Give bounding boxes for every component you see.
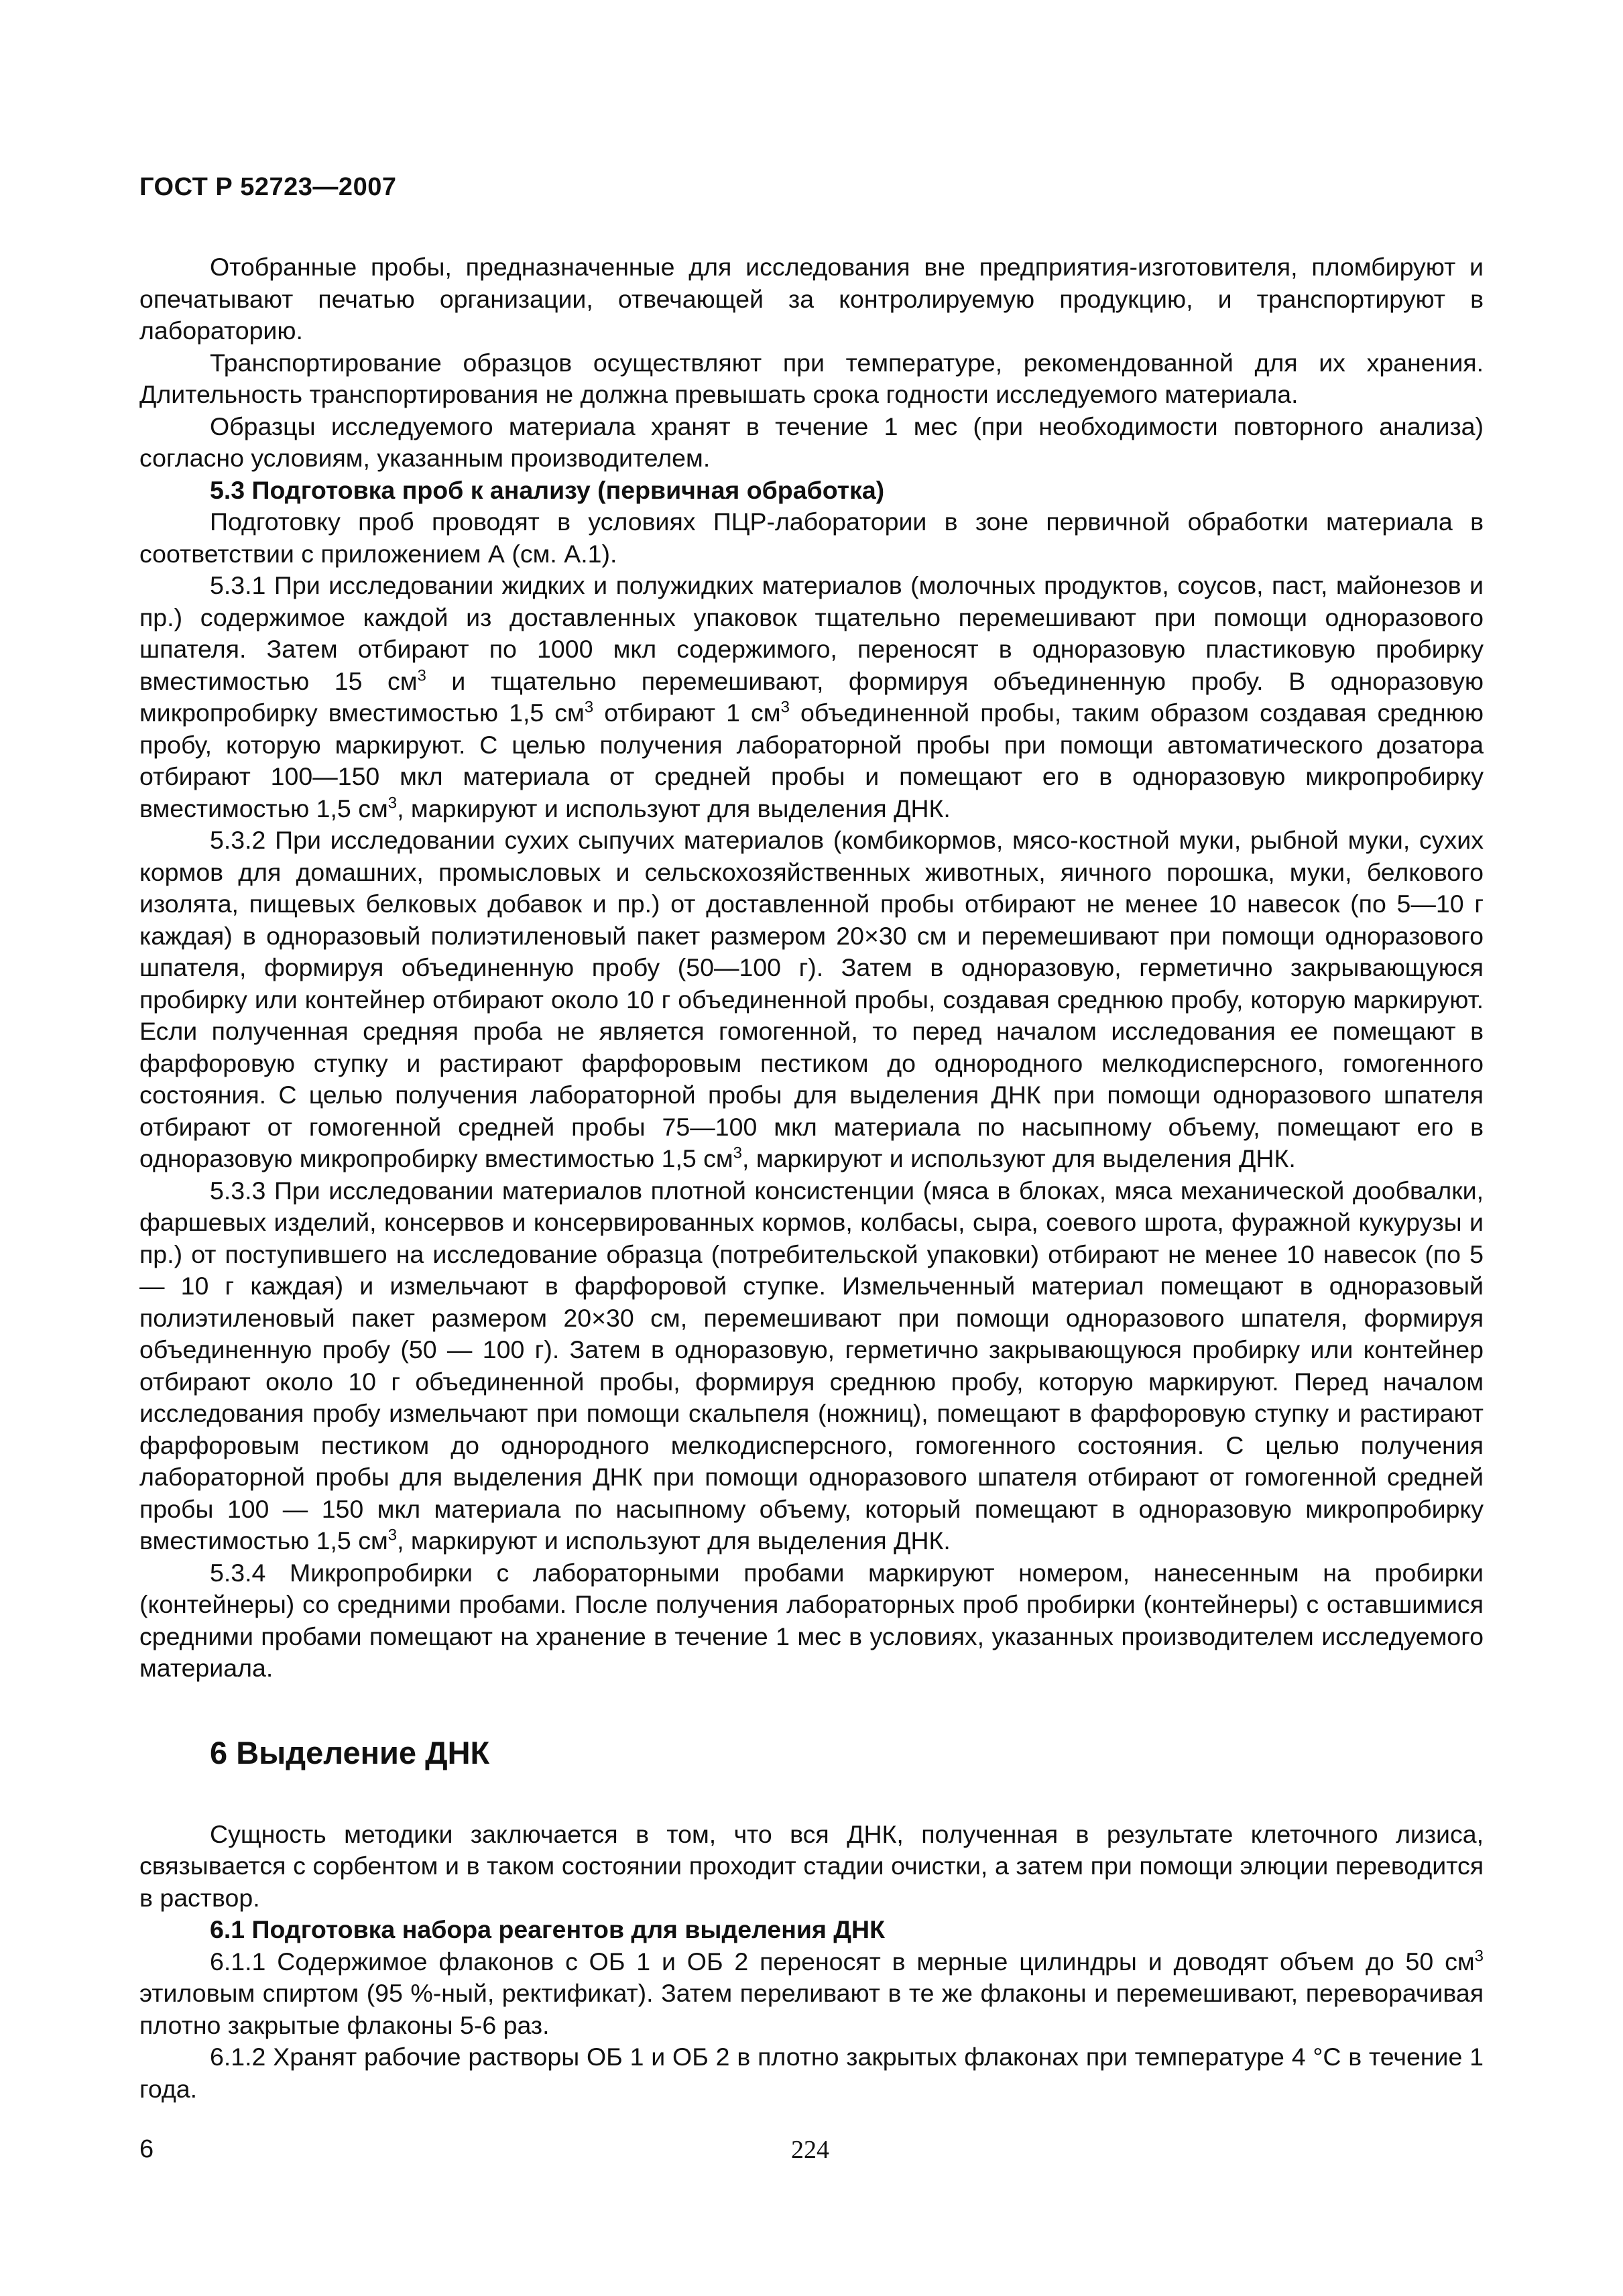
paragraph-5-3-3: 5.3.3 При исследовании материалов плотной консистенции (мяса в блоках, мяса механической дообвалки, фаршевых изделий, консервов и консервированных кормов, колбасы, сыра, соевого шрота, фуражной кукурузы и пр.) от поступившего на исследование образца (потребительской упаковки) отбирают не менее 10 навесок (по 5 — 10 г каждая) и измельчают в фарфоровой ступке. Измельченный материал помещают в одноразовый полиэтиленовый пакет размером 20×30 см, перемешивают при помощи одноразового шпателя, формируя объединенную пробу (50 — 100 г). Затем в одноразовую, герметично закрывающуюся пробирку или контейнер отбирают около 10 г объединенной пробы, формируя среднюю пробу, которую маркируют. Перед началом исследования пробу измельчают при помощи скальпеля (ножниц), помещают в фарфоровую ступку и растирают фарфоровым пестиком до однородного мелкодисперсного, гомогенного состояния. С целью получения лабораторной пробы для выделения ДНК при помощи одноразового шпателя отбирают от гомогенной средней пробы 100 — 150 мкл материала по насыпному объему, который помещают в одноразовую микропробирку вместимостью 1,5 $см^3$, маркируют и используют для выделения ДНК. [139,1176,1484,1555]
sheet-number: 224 [791,2136,829,2164]
document-header: ГОСТ Р 52723—2007 [139,173,397,201]
paragraph: Транспортирование образцов осуществляют при температуре, рекомендованной для их хранения. Длительность транспортирования не должна превышать срока годности исследуемого материала. [139,348,1484,408]
paragraph-6-1-1: 6.1.1 Содержимое флаконов с ОБ 1 и ОБ 2 переносят в мерные цилиндры и доводят объем до 50 $см^3$ этиловым спиртом (95 %-ный, ректификат). Затем переливают в те же флаконы и перемешивают, переворачивая плотно закрытые флаконы 5-6 раз. [139,1947,1484,2039]
paragraph: Отобранные пробы, предназначенные для исследования вне предприятия-изготовителя, пломбируют и опечатывают печатью организации, отвечающей за контролируемую продукцию, и транспортируют в лабораторию. [139,253,1484,345]
paragraph: Сущность методики заключается в том, что вся ДНК, полученная в результате клеточного лизиса, связывается с сорбентом и в таком состоянии проходит стадии очистки, а затем при помощи элюции переводится в раствор. [139,1819,1484,1912]
spacer [139,1773,1484,1819]
paragraph-5-3-2: 5.3.2 При исследовании сухих сыпучих материалов (комбикормов, мясо-костной муки, рыбной муки, сухих кормов для домашних, промысловых и сельскохозяйственных животных, яичного порошка, муки, белкового изолята, пищевых белковых добавок и пр.) от доставленной пробы отбирают не менее 10 навесок (по 5—10 г каждая) в одноразовый полиэтиленовый пакет размером 20×30 см и перемешивают при помощи одноразового шпателя, формируя объединенную пробу (50—100 г). Затем в одноразовую, герметично закрывающуюся пробирку или контейнер отбирают около 10 г объединенной пробы, создавая среднюю пробу, которую маркируют. Если полученная средняя проба не является гомогенной, то перед началом исследования ее помещают в фарфоровую ступку и растирают фарфоровым пестиком до однородного мелкодисперсного, гомогенного состояния. С целью получения лабораторной пробы для выделения ДНК при помощи одноразового шпателя отбирают от гомогенной средней пробы 75—100 мкл материала по насыпному объему, помещают его в одноразовую микропробирку вместимостью 1,5 $см^3$, маркируют и используют для выделения ДНК. [139,826,1484,1172]
spacer [139,1685,1484,1733]
paragraph: Подготовку проб проводят в условиях ПЦР-лаборатории в зоне первичной обработки материала в соответствии с приложением А (см. А.1). [139,507,1484,568]
document-body [139,251,1484,2105]
section-heading-5-3: 5.3 Подготовка проб к анализу (первичная обработка) [210,475,885,504]
paragraph-6-1-2: 6.1.2 Хранят рабочие растворы ОБ 1 и ОБ 2 в плотно закрытых флаконах при температуре 4 °С в течение 1 года. [139,2043,1484,2103]
paragraph: Образцы исследуемого материала хранят в течение 1 мес (при необходимости повторного анализа) согласно условиям, указанным производителем. [139,412,1484,472]
section-heading-6-1: 6.1 Подготовка набора реагентов для выделения ДНК [210,1915,885,1943]
paragraph-5-3-1: 5.3.1 При исследовании жидких и полужидких материалов (молочных продуктов, соусов, паст, майонезов и пр.) содержимое каждой из доставленных упаковок тщательно перемешивают при помощи одноразового шпателя. Затем отбирают по 1000 мкл содержимого, переносят в одноразовую пластиковую пробирку вместимостью 15 $см^3$ и тщательно перемешивают, формируя объединенную пробу. В одноразовую микропробирку вместимостью 1,5 $см^3$ отбирают 1 $см^3$ объединенной пробы, таким образом создавая среднюю пробу, которую маркируют. С целью получения лабораторной пробы при помощи автоматического дозатора отбирают 100—150 мкл материала от средней пробы и помещают его в одноразовую микропробирку вместимостью 1,5 $см^3$, маркируют и используют для выделения ДНК. [139,571,1484,823]
paragraph-5-3-4: 5.3.4 Микропробирки с лабораторными пробами маркируют номером, нанесенным на пробирки (контейнеры) со средними пробами. После получения лабораторных проб пробирки (контейнеры) с оставшимися средними пробами помещают на хранение в течение 1 мес в условиях, указанных производителем исследуемого материала. [139,1558,1484,1682]
page-number: 6 [139,2135,154,2163]
section-heading-6: 6 Выделение ДНК [210,1734,490,1770]
